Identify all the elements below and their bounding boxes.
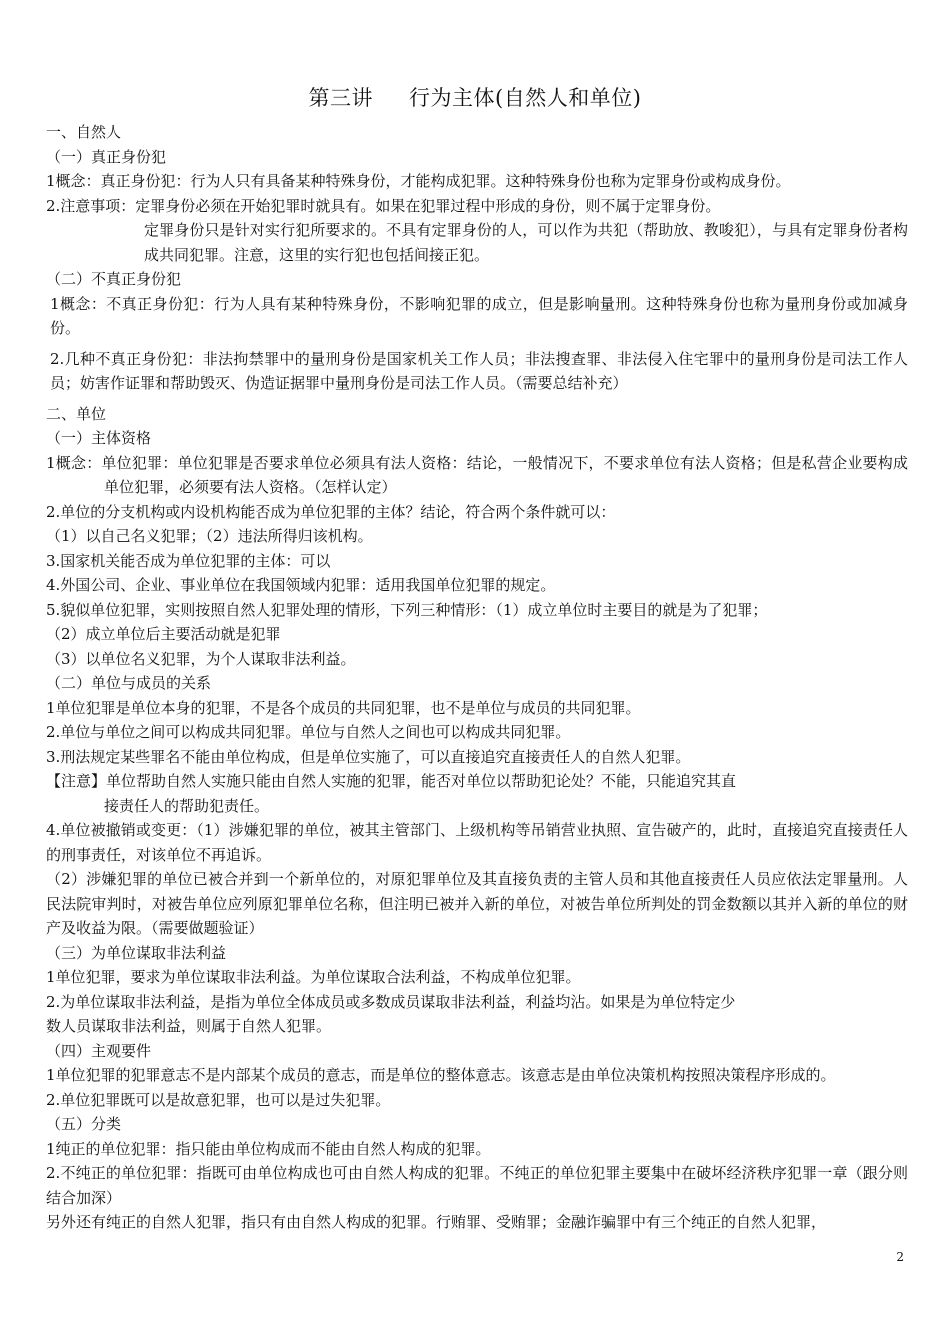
section-heading-natural-person: 一、自然人: [46, 123, 122, 141]
paragraph: 1单位犯罪是单位本身的犯罪，不是各个成员的共同犯罪，也不是单位与成员的共同犯罪。: [46, 698, 641, 717]
paragraph: 3.刑法规定某些罪名不能由单位构成，但是单位实施了，可以直接追究直接责任人的自然人犯罪。: [46, 747, 691, 766]
paragraph: 2.注意事项：定罪身份必须在开始犯罪时就具有。如果在犯罪过程中形成的身份，则不属于定罪身份。: [46, 196, 721, 215]
lecture-topic: 行为主体(自然人和单位): [409, 86, 642, 110]
paragraph: （2）成立单位后主要活动就是犯罪: [46, 625, 281, 643]
paragraph: 1纯正的单位犯罪：指只能由单位构成而不能由自然人构成的犯罪。: [46, 1139, 491, 1158]
paragraph: 另外还有纯正的自然人犯罪，指只有由自然人构成的犯罪。行贿罪、受贿罪；金融诈骗罪中有三个纯正的自然人犯罪，: [46, 1213, 827, 1231]
paragraph: 1概念：真正身份犯：行为人只有具备某种特殊身份，才能构成犯罪。这种特殊身份也称为定罪身份或构成身份。: [46, 172, 791, 190]
paragraph: 2.单位与单位之间可以构成共同犯罪。单位与自然人之间也可以构成共同犯罪。: [46, 723, 571, 741]
page-number: 2: [896, 1250, 904, 1264]
note-paragraph-continued: 接责任人的帮助犯责任。: [104, 796, 270, 815]
paragraph: 1概念：单位犯罪：单位犯罪是否要求单位必须具有法人资格：结论，一般情况下，不要求单位有法人资格；但是私营企业要构成单位犯罪，必须要有法人资格。（怎样认定）: [46, 453, 908, 496]
paragraph: 1单位犯罪的犯罪意志不是内部某个成员的意志，而是单位的整体意志。该意志是由单位决策机构按照决策程序形成的。: [46, 1066, 836, 1084]
note-paragraph: 【注意】单位帮助自然人实施只能由自然人实施的犯罪，能否对单位以帮助犯论处？不能，只能追究其直: [46, 772, 737, 790]
paragraph: 3.国家机关能否成为单位犯罪的主体：可以: [46, 551, 331, 570]
paragraph: 4.外国公司、企业、事业单位在我国领域内犯罪：适用我国单位犯罪的规定。: [46, 576, 556, 594]
paragraph: 2.为单位谋取非法利益，是指为单位全体成员或多数成员谋取非法利益，利益均沾。如果是为单位特定少: [46, 992, 736, 1011]
subsection-heading: （三）为单位谋取非法利益: [46, 943, 227, 962]
subsection-heading: （二）不真正身份犯: [46, 270, 182, 288]
lecture-number: 第三讲: [308, 86, 374, 110]
page-title: [0, 82, 950, 112]
subsection-heading: （四）主观要件: [46, 1041, 152, 1060]
paragraph: 1单位犯罪，要求为单位谋取非法利益。为单位谋取合法利益，不构成单位犯罪。: [46, 968, 581, 986]
section-heading-unit: 二、单位: [46, 404, 107, 423]
paragraph: 1概念：不真正身份犯：行为人具有某种特殊身份，不影响犯罪的成立，但是影响量刑。这种特殊身份也称为量刑身份或加减身份。: [50, 294, 908, 337]
paragraph: 2.几种不真正身份犯：非法拘禁罪中的量刑身份是国家机关工作人员；非法搜查罪、非法侵入住宅罪中的量刑身份是司法工作人员；妨害作证罪和帮助毁灭、伪造证据罪中量刑身份是司法工作人员。（需要总结补充）: [50, 349, 908, 392]
subsection-heading: （二）单位与成员的关系: [46, 674, 212, 692]
paragraph: 5.貌似单位犯罪，实则按照自然人犯罪处理的情形，下列三种情形：（1）成立单位时主要目的就是为了犯罪；: [46, 600, 768, 619]
subsection-heading: （一）主体资格: [46, 429, 152, 447]
paragraph: （3）以单位名义犯罪，为个人谋取非法利益。: [46, 649, 356, 668]
paragraph: 2.单位的分支机构或内设机构能否成为单位犯罪的主体？结论，符合两个条件就可以：: [46, 502, 616, 521]
document-body: [46, 120, 908, 1235]
paragraph: （1）以自己名义犯罪；（2）违法所得归该机构。: [46, 527, 373, 545]
paragraph-continued: 数人员谋取非法利益，则属于自然人犯罪。: [46, 1017, 332, 1035]
subsection-heading: （五）分类: [46, 1115, 122, 1133]
paragraph: 4.单位被撤销或变更：（1）涉嫌犯罪的单位，被其主管部门、上级机构等吊销营业执照、宣告破产的，此时，直接追究直接责任人的刑事责任，对该单位不再追诉。: [46, 821, 908, 864]
paragraph: （2）涉嫌犯罪的单位已被合并到一个新单位的，对原犯罪单位及其直接负责的主管人员和其他直接责任人员应依法定罪量刑。人民法院审判时，对被告单位应列原犯罪单位名称，但注明已被并入新的单位，对被告单位所判处的罚金数额以其并入新的单位的财产及收益为限。（需要做题验证）: [46, 870, 908, 937]
paragraph: 定罪身份只是针对实行犯所要求的。不具有定罪身份的人，可以作为共犯（帮助放、教唆犯），与具有定罪身份者构成共同犯罪。注意，这里的实行犯也包括间接正犯。: [144, 221, 908, 264]
paragraph: 2.单位犯罪既可以是故意犯罪，也可以是过失犯罪。: [46, 1090, 391, 1109]
paragraph: 2.不纯正的单位犯罪：指既可由单位构成也可由自然人构成的犯罪。不纯正的单位犯罪主要集中在破坏经济秩序犯罪一章（跟分则结合加深）: [46, 1164, 908, 1207]
subsection-heading: （一）真正身份犯: [46, 147, 167, 166]
